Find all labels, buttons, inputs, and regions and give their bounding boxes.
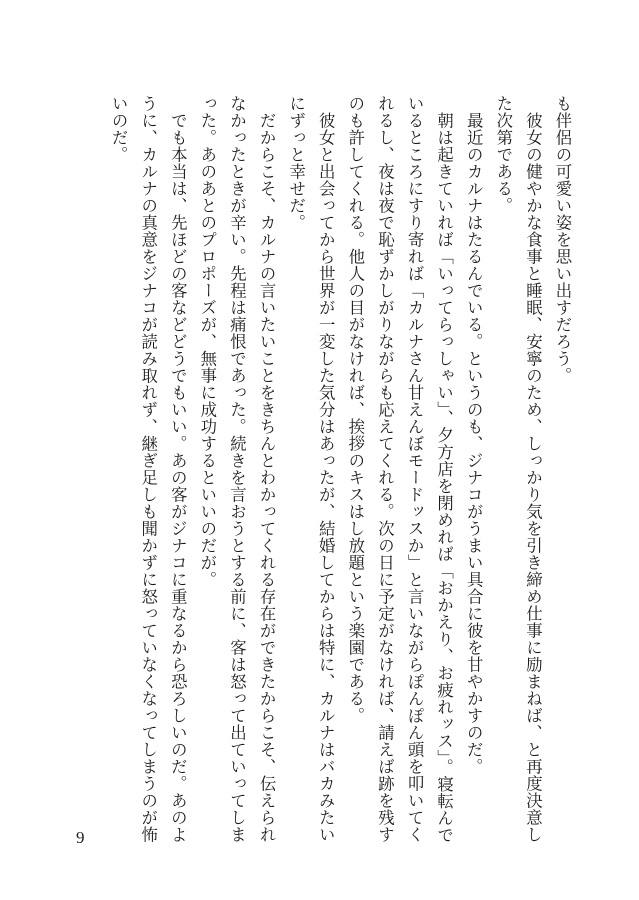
paragraph: 最近のカルナはたるんでいる。というのも、ジナコがうまい具合に彼を甘やかすのだ。	[464, 95, 484, 775]
body-text	[104, 95, 578, 845]
paragraph: 朝は起きていれば「いってらっしゃい」、夕方店を閉めれば「おかえり、お疲れッス」。寝転んでいるところにすり寄れば「カルナさん甘えんぼモードッスか」と言いながらぽんぽん頭を叩いてくれるし、夜は夜で恥ずかしがりながらも応えてくれる。次の日に予定がなければ、請えば跡を残すのも許してくれる。他人の目がなければ、挨拶のキスはし放題という楽園である。	[345, 95, 454, 844]
paragraph: 彼女と出会ってから世界が一変した気分はあったが、結婚してからは特に、カルナはバカみたいにずっと幸せだ。	[286, 95, 336, 843]
paragraph: も伴侶の可愛い姿を思い出すだろう。	[553, 95, 572, 384]
page-number: 9	[76, 828, 85, 847]
paragraph: だからこそ、カルナの言いたいことをきちんとわかってくれる存在ができたからこそ、伝えられなかったときが辛い。先程は痛恨であった。続きを言おうとする前に、客は怒って出ていってしまった。あのあとのプロポーズが、無事に成功するといいのだが。	[197, 95, 277, 843]
paragraph: 彼女の健やかな食事と睡眠、安寧のため、しっかり気を引き締め仕事に励まねば、と再度決意した次第である。	[493, 95, 543, 843]
paragraph: でも本当は、先ほどの客などどうでもいい。あの客がジナコに重なるから恐ろしいのだ。あのように、カルナの真意をジナコが読み取れず、継ぎ足しも聞かずに怒っていなくなってしまうのが怖いのだ。	[109, 95, 188, 843]
